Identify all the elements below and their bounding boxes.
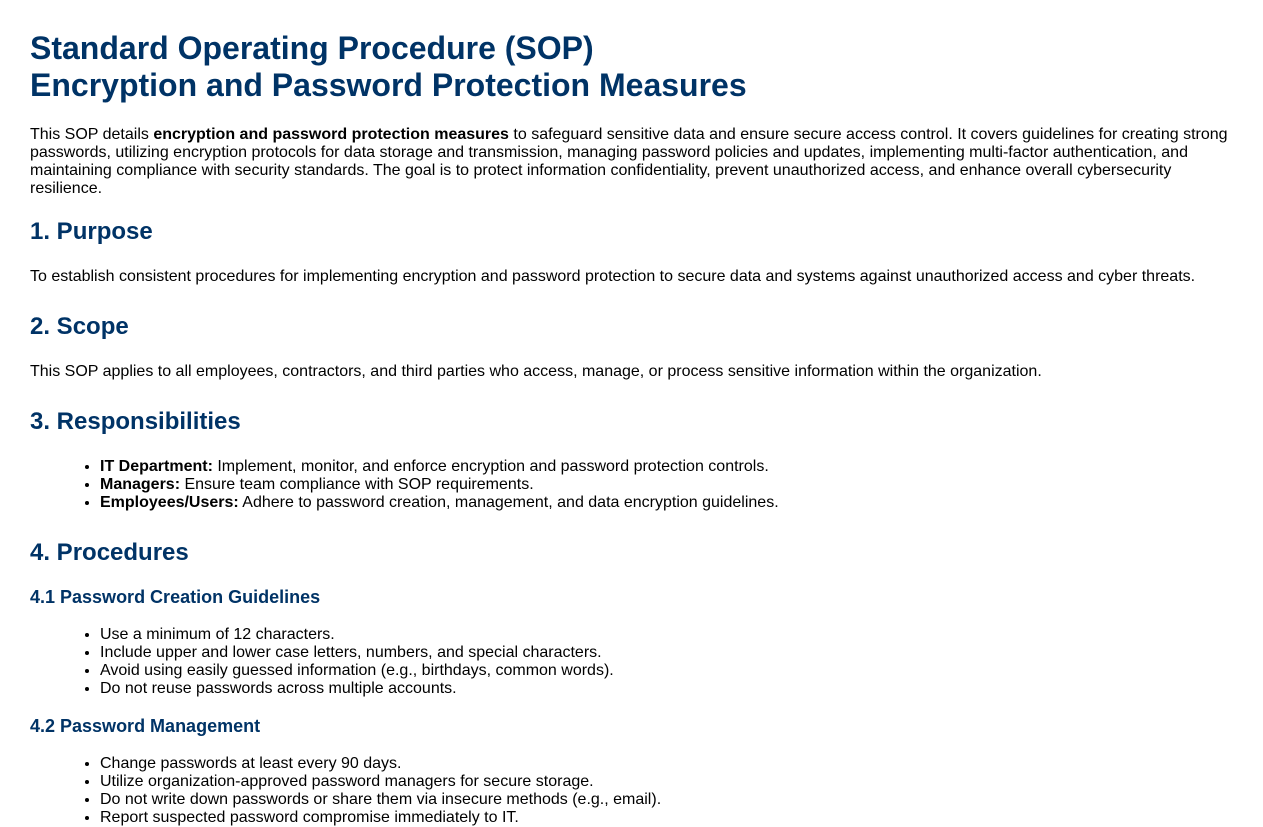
purpose-text: To establish consistent procedures for implementing encryption and password protection to secure data and systems against unauthorized access and cyber threats. (30, 268, 1196, 285)
role-description: Ensure team compliance with SOP requirements. (180, 476, 534, 493)
title-line-1: Standard Operating Procedure (SOP) (30, 30, 594, 66)
responsibilities-list (30, 458, 1233, 512)
list-item: • Utilize organization-approved password managers for secure storage. (100, 773, 1233, 791)
scope-heading: 2. Scope (30, 313, 129, 340)
role-label: IT Department: (100, 458, 213, 475)
list-item: • Use a minimum of 12 characters. (100, 626, 1233, 644)
list-item: • Change passwords at least every 90 days. (100, 755, 1233, 773)
role-description: Implement, monitor, and enforce encryption and password protection controls. (212, 458, 769, 475)
list-item: • Include upper and lower case letters, numbers, and special characters. (100, 644, 1233, 662)
role-label: Managers: (100, 476, 181, 493)
intro-bold-text: encryption and password protection measures (153, 126, 509, 143)
list-item (100, 494, 1233, 512)
password-creation-list (30, 626, 1233, 698)
page-title (30, 0, 1233, 104)
responsibilities-heading: 3. Responsibilities (30, 408, 241, 435)
intro-paragraph (30, 126, 1233, 198)
password-creation-heading: 4.1 Password Creation Guidelines (30, 587, 321, 607)
list-item (100, 476, 1233, 494)
list-item: • Do not reuse passwords across multiple accounts. (100, 680, 1233, 698)
role-label: Employees/Users: (100, 494, 239, 511)
scope-text: This SOP applies to all employees, contractors, and third parties who access, manage, or process sensitive information within the organization. (30, 363, 1042, 380)
list-item: • Avoid using easily guessed information (e.g., birthdays, common words). (100, 662, 1233, 680)
intro-text-start: This SOP details (30, 126, 154, 143)
list-item (100, 458, 1233, 476)
procedures-heading: 4. Procedures (30, 539, 189, 566)
list-item: • Report suspected password compromise immediately to IT. (100, 809, 1233, 827)
password-management-heading: 4.2 Password Management (30, 716, 261, 736)
password-management-list (30, 755, 1233, 827)
intro-text-end: to safeguard sensitive data and ensure secure access control. It covers guidelines for creating strong passwords, utilizing encryption protocols for data storage and transmission, managing password policies and updates, implementing multi-factor authentication, and maintaining compliance with security standards. The goal is to protect information confidentiality, prevent unauthorized access, and enhance overall cybersecurity resilience. (30, 126, 1228, 197)
list-item: • Do not write down passwords or share them via insecure methods (e.g., email). (100, 791, 1233, 809)
title-line-2: Encryption and Password Protection Measures (30, 67, 747, 103)
purpose-heading: 1. Purpose (30, 218, 153, 245)
role-description: Adhere to password creation, management, and data encryption guidelines. (238, 494, 779, 511)
